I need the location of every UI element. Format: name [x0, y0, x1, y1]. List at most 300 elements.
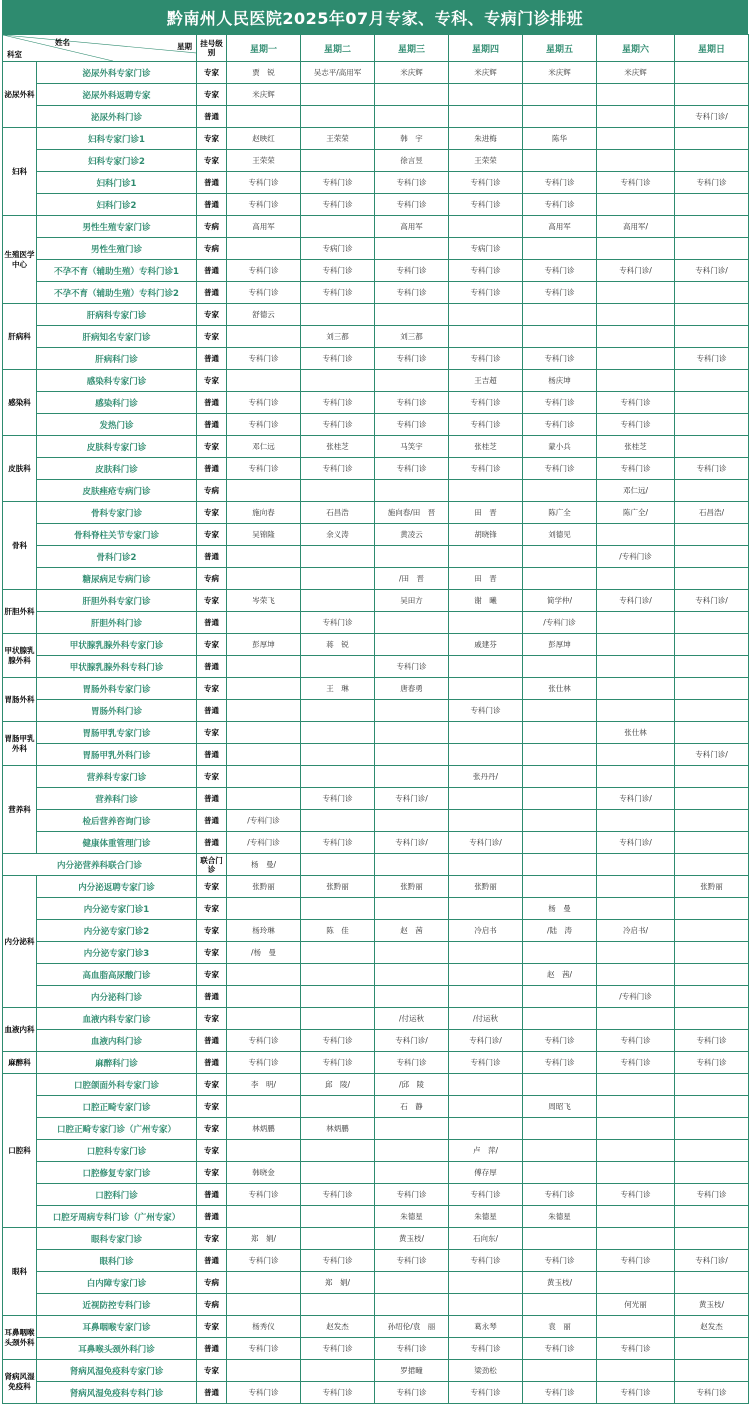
table-row [3, 1382, 749, 1404]
schedule-cell [227, 1294, 301, 1316]
schedule-cell: 专科门诊 [301, 832, 375, 854]
schedule-cell: 唐春勇 [375, 678, 449, 700]
schedule-cell: 吴锦隆 [227, 524, 301, 546]
schedule-cell: 高用军 [375, 216, 449, 238]
schedule-cell [523, 150, 597, 172]
clinic-name: 口腔修复专家门诊 [37, 1162, 197, 1184]
table-row [3, 810, 749, 832]
schedule-cell: 专科门诊 [375, 1382, 449, 1404]
level-cell: 专家 [197, 436, 227, 458]
table-row [3, 524, 749, 546]
schedule-cell [523, 656, 597, 678]
schedule-cell [449, 106, 523, 128]
schedule-cell: 杨玲琳 [227, 920, 301, 942]
schedule-cell: 专科门诊 [449, 1382, 523, 1404]
clinic-name: 感染科专家门诊 [37, 370, 197, 392]
schedule-cell: 专科门诊 [449, 458, 523, 480]
table-row [3, 216, 749, 238]
schedule-cell [523, 106, 597, 128]
schedule-cell: 专科门诊 [375, 1338, 449, 1360]
schedule-cell [375, 1272, 449, 1294]
table-row [3, 458, 749, 480]
schedule-cell [675, 238, 749, 260]
schedule-cell [301, 1008, 375, 1030]
schedule-cell [675, 304, 749, 326]
schedule-cell [375, 700, 449, 722]
schedule-cell [301, 766, 375, 788]
schedule-cell: 王 琳 [301, 678, 375, 700]
schedule-cell [675, 634, 749, 656]
clinic-name: 高血脂高尿酸门诊 [37, 964, 197, 986]
schedule-cell: 专科门诊 [301, 458, 375, 480]
schedule-cell [597, 238, 675, 260]
schedule-cell: 邓仁远 [227, 436, 301, 458]
schedule-cell [227, 744, 301, 766]
schedule-cell [449, 986, 523, 1008]
level-cell: 普通 [197, 282, 227, 304]
schedule-cell: 郑 娟/ [301, 1272, 375, 1294]
schedule-cell [675, 656, 749, 678]
table-row [3, 1096, 749, 1118]
clinic-name: 肝胆外科专家门诊 [37, 590, 197, 612]
table-row [3, 546, 749, 568]
level-cell: 专家 [197, 326, 227, 348]
corner-header [3, 35, 197, 62]
clinic-name: 甲状腺乳腺外科专家门诊 [37, 634, 197, 656]
dept-cell: 血液内科 [3, 1008, 37, 1052]
schedule-cell [301, 106, 375, 128]
schedule-cell [301, 1206, 375, 1228]
schedule-cell: 专科门诊 [523, 348, 597, 370]
table-row [3, 656, 749, 678]
schedule-cell: 林炳鹏 [301, 1118, 375, 1140]
schedule-cell: 彭厚坤 [523, 634, 597, 656]
schedule-cell [301, 1140, 375, 1162]
schedule-cell: 石昌浩/ [675, 502, 749, 524]
schedule-cell [301, 722, 375, 744]
schedule-cell: 高用军 [227, 216, 301, 238]
schedule-cell [301, 1162, 375, 1184]
schedule-cell [597, 634, 675, 656]
table-row [3, 1360, 749, 1382]
schedule-cell [597, 568, 675, 590]
schedule-cell: 张桂芝 [449, 436, 523, 458]
schedule-cell: 刘三都 [375, 326, 449, 348]
schedule-cell: /付运秋 [449, 1008, 523, 1030]
level-cell: 专家 [197, 128, 227, 150]
clinic-name: 口腔科门诊 [37, 1184, 197, 1206]
schedule-cell: 专科门诊 [675, 1184, 749, 1206]
schedule-cell: 朱德星 [449, 1206, 523, 1228]
schedule-cell [675, 766, 749, 788]
table-row [3, 898, 749, 920]
schedule-cell [597, 744, 675, 766]
schedule-cell [375, 986, 449, 1008]
schedule-cell [227, 326, 301, 348]
schedule-cell: 专科门诊 [375, 348, 449, 370]
level-cell: 专家 [197, 62, 227, 84]
schedule-cell: 专科门诊/ [597, 788, 675, 810]
schedule-cell: 专科门诊 [301, 612, 375, 634]
level-cell: 普通 [197, 172, 227, 194]
schedule-cell [227, 986, 301, 1008]
schedule-cell [597, 194, 675, 216]
level-cell: 专家 [197, 1140, 227, 1162]
level-cell: 普通 [197, 348, 227, 370]
table-row [3, 1316, 749, 1338]
schedule-cell [597, 942, 675, 964]
schedule-cell: 专科门诊 [449, 194, 523, 216]
schedule-cell [675, 1074, 749, 1096]
schedule-cell: 周昭飞 [523, 1096, 597, 1118]
dept-label: 科室 [7, 50, 22, 59]
schedule-cell [375, 898, 449, 920]
schedule-cell: 杨庆坤 [523, 370, 597, 392]
schedule-cell: 马笑宇 [375, 436, 449, 458]
clinic-name: 骨科专家门诊 [37, 502, 197, 524]
schedule-cell: 黄玉枝/ [375, 1228, 449, 1250]
table-row [3, 150, 749, 172]
schedule-cell: 专科门诊 [449, 172, 523, 194]
schedule-cell [523, 942, 597, 964]
schedule-cell: 专科门诊 [301, 1338, 375, 1360]
table-row [3, 282, 749, 304]
schedule-cell: 简学仲/ [523, 590, 597, 612]
schedule-cell: 赵映红 [227, 128, 301, 150]
table-row [3, 568, 749, 590]
day-header: 星期四 [449, 35, 523, 62]
schedule-cell: 黄玉枝/ [675, 1294, 749, 1316]
schedule-cell: 专科门诊/ [375, 1030, 449, 1052]
schedule-cell: 专病门诊 [449, 238, 523, 260]
schedule-cell: 米庆辉 [523, 62, 597, 84]
schedule-cell: 王荣荣 [227, 150, 301, 172]
schedule-cell [675, 1360, 749, 1382]
schedule-cell: 专科门诊 [449, 1338, 523, 1360]
schedule-cell: 专科门诊 [375, 282, 449, 304]
dept-cell: 口腔科 [3, 1074, 37, 1228]
schedule-cell [449, 612, 523, 634]
schedule-cell: 刘德见 [523, 524, 597, 546]
schedule-cell: 专科门诊 [375, 1052, 449, 1074]
schedule-cell [597, 1206, 675, 1228]
schedule-cell: 专科门诊 [675, 1052, 749, 1074]
schedule-cell [227, 1206, 301, 1228]
schedule-cell: 专科门诊 [227, 194, 301, 216]
clinic-name: 内分泌专家门诊3 [37, 942, 197, 964]
schedule-cell: 专科门诊 [523, 1184, 597, 1206]
schedule-cell: 贾 锐 [227, 62, 301, 84]
schedule-body [3, 62, 749, 1404]
schedule-cell: 专科门诊 [301, 194, 375, 216]
clinic-name: 泌尿外科返聘专家 [37, 84, 197, 106]
schedule-cell: 专科门诊/ [675, 1250, 749, 1272]
schedule-cell: 专科门诊 [227, 392, 301, 414]
clinic-name: 血液内科专家门诊 [37, 1008, 197, 1030]
schedule-cell: 专科门诊 [449, 700, 523, 722]
clinic-name: 血液内科门诊 [37, 1030, 197, 1052]
level-cell: 普通 [197, 1382, 227, 1404]
table-row [3, 1074, 749, 1096]
schedule-cell: 专科门诊 [597, 1184, 675, 1206]
schedule-cell [597, 1272, 675, 1294]
schedule-cell [301, 546, 375, 568]
schedule-cell: 韩晓金 [227, 1162, 301, 1184]
schedule-cell: 专科门诊 [523, 414, 597, 436]
schedule-cell [523, 326, 597, 348]
page-title: 黔南州人民医院2025年07月专家、专科、专病门诊排班 [2, 0, 748, 34]
schedule-cell [301, 656, 375, 678]
schedule-cell: 张黔丽 [449, 876, 523, 898]
schedule-cell: 专科门诊 [597, 1338, 675, 1360]
schedule-cell [523, 546, 597, 568]
schedule-cell: 专科门诊 [301, 172, 375, 194]
schedule-cell [675, 282, 749, 304]
level-cell: 普通 [197, 106, 227, 128]
clinic-name: 妇科门诊2 [37, 194, 197, 216]
schedule-cell [227, 964, 301, 986]
level-cell: 普通 [197, 788, 227, 810]
table-row [3, 1118, 749, 1140]
schedule-cell: 专科门诊/ [375, 788, 449, 810]
schedule-cell [597, 898, 675, 920]
schedule-cell [449, 546, 523, 568]
schedule-cell: /田 晋 [375, 568, 449, 590]
level-cell: 普通 [197, 458, 227, 480]
schedule-cell: 专科门诊 [301, 1382, 375, 1404]
level-cell: 专家 [197, 1162, 227, 1184]
schedule-cell [675, 128, 749, 150]
schedule-cell [301, 942, 375, 964]
schedule-cell [675, 832, 749, 854]
clinic-name: 眼科专家门诊 [37, 1228, 197, 1250]
table-row [3, 106, 749, 128]
dept-cell: 甲状腺乳腺外科 [3, 634, 37, 678]
level-cell: 专家 [197, 502, 227, 524]
schedule-cell: 专科门诊 [227, 1052, 301, 1074]
level-cell: 专家 [197, 1008, 227, 1030]
clinic-name: 口腔科专家门诊 [37, 1140, 197, 1162]
level-cell: 专家 [197, 1316, 227, 1338]
schedule-cell [675, 898, 749, 920]
level-cell: 专家 [197, 1118, 227, 1140]
schedule-cell: 谢 曦 [449, 590, 523, 612]
schedule-cell: 专科门诊 [597, 1382, 675, 1404]
level-cell: 专家 [197, 634, 227, 656]
clinic-name: 胃肠外科专家门诊 [37, 678, 197, 700]
schedule-cell [675, 1096, 749, 1118]
schedule-cell [449, 326, 523, 348]
schedule-cell [675, 480, 749, 502]
schedule-cell: 彭厚坤 [227, 634, 301, 656]
level-cell: 普通 [197, 1030, 227, 1052]
schedule-cell [675, 150, 749, 172]
week-label: 星期 [177, 42, 192, 51]
clinic-name: 皮肤科专家门诊 [37, 436, 197, 458]
schedule-cell [227, 898, 301, 920]
schedule-cell [227, 1140, 301, 1162]
schedule-cell [675, 1118, 749, 1140]
schedule-cell: 专科门诊 [227, 348, 301, 370]
table-row [3, 700, 749, 722]
schedule-cell: 朱德星 [375, 1206, 449, 1228]
schedule-cell: 专科门诊 [449, 1052, 523, 1074]
table-row [3, 1008, 749, 1030]
level-cell: 专家 [197, 84, 227, 106]
schedule-cell [227, 656, 301, 678]
schedule-cell: 张黔丽 [227, 876, 301, 898]
schedule-cell [375, 766, 449, 788]
level-cell: 专病 [197, 238, 227, 260]
table-row [3, 502, 749, 524]
schedule-cell [675, 986, 749, 1008]
dept-cell: 耳鼻咽喉头颈外科 [3, 1316, 37, 1360]
schedule-cell [449, 1294, 523, 1316]
schedule-cell: /专科门诊 [523, 612, 597, 634]
schedule-cell [523, 1162, 597, 1184]
schedule-cell: 专科门诊 [375, 414, 449, 436]
schedule-cell [675, 1162, 749, 1184]
table-row [3, 172, 749, 194]
table-row [3, 1294, 749, 1316]
schedule-cell: 专科门诊 [227, 414, 301, 436]
schedule-cell [597, 1140, 675, 1162]
schedule-cell: 专科门诊 [227, 282, 301, 304]
schedule-cell [523, 832, 597, 854]
table-row [3, 128, 749, 150]
level-cell: 普通 [197, 744, 227, 766]
schedule-cell [449, 1272, 523, 1294]
schedule-cell: 专科门诊 [523, 1250, 597, 1272]
schedule-cell [597, 524, 675, 546]
schedule-cell: 专科门诊 [523, 282, 597, 304]
schedule-cell [675, 722, 749, 744]
schedule-cell [675, 194, 749, 216]
schedule-cell [301, 1096, 375, 1118]
level-cell: 联合门诊 [197, 854, 227, 876]
schedule-cell [449, 1096, 523, 1118]
clinic-name: 肝病科门诊 [37, 348, 197, 370]
schedule-cell: 张黔丽 [301, 876, 375, 898]
schedule-cell: 杨 曼/ [227, 854, 301, 876]
header-row [3, 35, 749, 62]
schedule-cell [375, 546, 449, 568]
schedule-cell: 陈 佳 [301, 920, 375, 942]
schedule-cell [449, 656, 523, 678]
clinic-name: 健康体重管理门诊 [37, 832, 197, 854]
schedule-cell: 专科门诊 [227, 1184, 301, 1206]
schedule-cell: 袁 丽 [523, 1316, 597, 1338]
clinic-name: 肝病知名专家门诊 [37, 326, 197, 348]
schedule-cell: 米庆辉 [597, 62, 675, 84]
dept-cell: 眼科 [3, 1228, 37, 1316]
table-row [3, 414, 749, 436]
schedule-cell: 米庆辉 [375, 62, 449, 84]
clinic-name: 胃肠甲乳外科门诊 [37, 744, 197, 766]
schedule-cell: /陆 涛 [523, 920, 597, 942]
schedule-cell: 专科门诊 [675, 172, 749, 194]
dept-cell: 胃肠外科 [3, 678, 37, 722]
schedule-cell [675, 612, 749, 634]
schedule-cell: 专科门诊 [375, 194, 449, 216]
schedule-cell: 专科门诊 [227, 458, 301, 480]
table-row [3, 194, 749, 216]
schedule-cell [597, 854, 675, 876]
schedule-cell: 专科门诊/ [675, 260, 749, 282]
schedule-cell [301, 150, 375, 172]
schedule-cell [675, 84, 749, 106]
level-cell: 专家 [197, 1074, 227, 1096]
table-row [3, 854, 749, 876]
schedule-cell [301, 568, 375, 590]
schedule-cell: 专病门诊 [301, 238, 375, 260]
clinic-name: 妇科专家门诊2 [37, 150, 197, 172]
schedule-cell [375, 612, 449, 634]
table-row [3, 348, 749, 370]
schedule-cell: 吴志平/高用军 [301, 62, 375, 84]
schedule-cell [675, 62, 749, 84]
schedule-cell [301, 304, 375, 326]
schedule-cell [227, 1008, 301, 1030]
schedule-cell: 蒙小兵 [523, 436, 597, 458]
corner-diagonal-lines [3, 35, 197, 61]
schedule-cell: 专科门诊 [449, 1184, 523, 1206]
schedule-cell: 专科门诊/ [597, 832, 675, 854]
dept-cell: 麻醉科 [3, 1052, 37, 1074]
schedule-cell: 专科门诊 [449, 348, 523, 370]
table-row [3, 1228, 749, 1250]
level-cell: 普通 [197, 546, 227, 568]
schedule-cell: 专科门诊 [449, 282, 523, 304]
schedule-cell: 葛永琴 [449, 1316, 523, 1338]
clinic-name: 检后营养咨询门诊 [37, 810, 197, 832]
schedule-cell: 专科门诊 [301, 260, 375, 282]
schedule-cell: 专科门诊 [675, 1382, 749, 1404]
schedule-cell: 专科门诊 [227, 1338, 301, 1360]
schedule-cell [301, 480, 375, 502]
schedule-cell: 专科门诊 [449, 392, 523, 414]
schedule-cell: 专科门诊 [675, 1030, 749, 1052]
schedule-cell: 张桂芝 [597, 436, 675, 458]
schedule-cell: 卢 萍/ [449, 1140, 523, 1162]
schedule-cell: 专科门诊 [449, 1250, 523, 1272]
schedule-cell [675, 700, 749, 722]
schedule-cell [675, 678, 749, 700]
schedule-cell: 石向东/ [449, 1228, 523, 1250]
schedule-cell [227, 766, 301, 788]
schedule-cell: 专科门诊 [301, 788, 375, 810]
level-cell: 专家 [197, 920, 227, 942]
schedule-cell: 专科门诊 [227, 260, 301, 282]
table-row [3, 678, 749, 700]
schedule-cell [227, 612, 301, 634]
level-cell: 专家 [197, 150, 227, 172]
schedule-cell [597, 84, 675, 106]
schedule-cell [449, 678, 523, 700]
schedule-cell: 专科门诊 [523, 260, 597, 282]
table-row [3, 480, 749, 502]
level-cell: 普通 [197, 810, 227, 832]
schedule-cell: 专科门诊 [375, 1250, 449, 1272]
schedule-cell [227, 1272, 301, 1294]
schedule-cell [675, 1206, 749, 1228]
schedule-cell [523, 1294, 597, 1316]
schedule-cell: 专科门诊 [597, 392, 675, 414]
schedule-cell [675, 1228, 749, 1250]
dept-cell: 泌尿外科 [3, 62, 37, 128]
schedule-cell [675, 1140, 749, 1162]
schedule-cell [375, 634, 449, 656]
